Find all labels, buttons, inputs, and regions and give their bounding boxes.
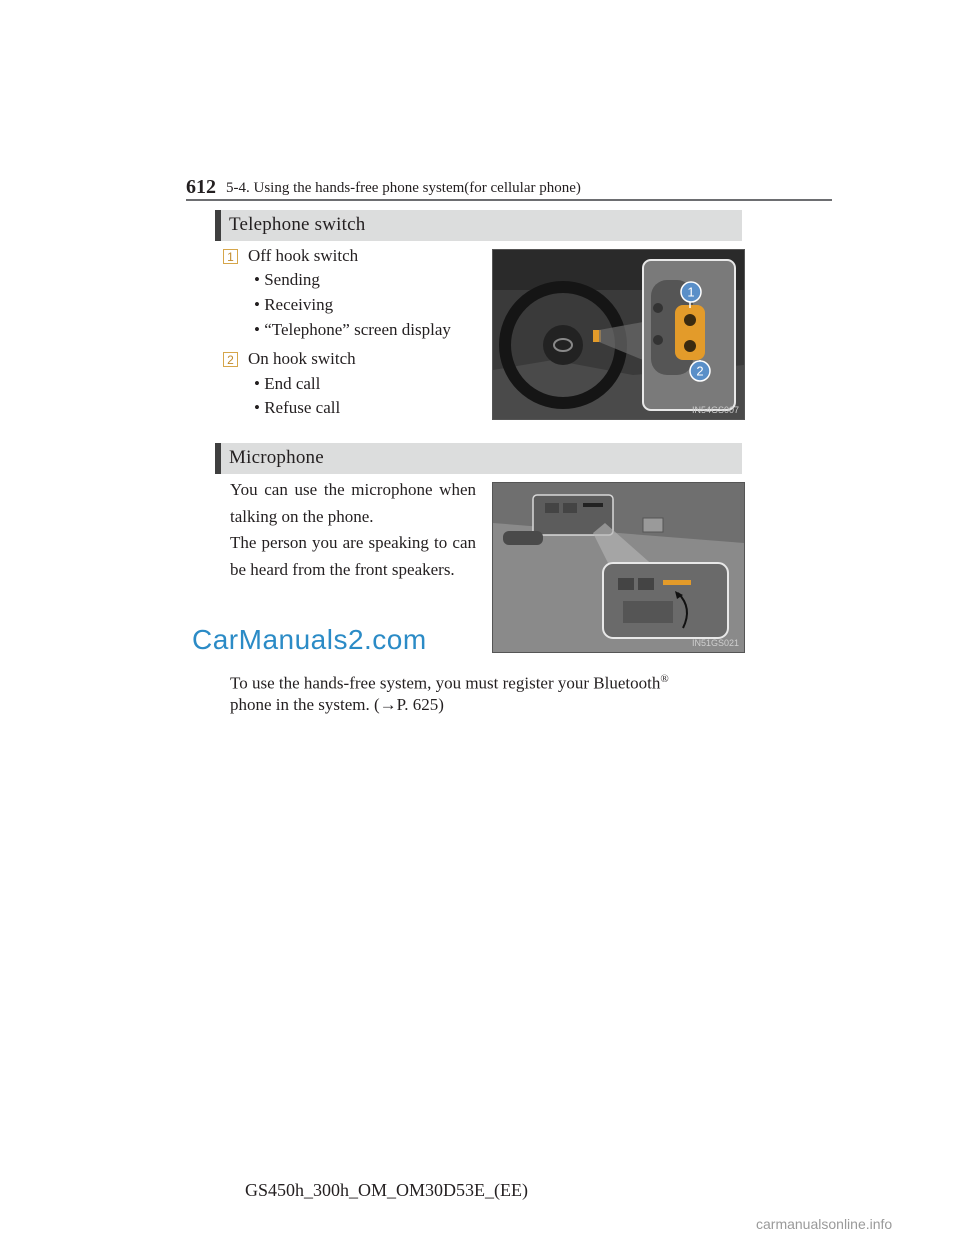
on-hook-switch-title: On hook switch (248, 349, 356, 368)
svg-text:2: 2 (696, 363, 704, 379)
microphone-paragraph-2: The person you are speaking to can be heard from the front speakers. (230, 533, 476, 579)
bullet-refuse-call: • Refuse call (254, 398, 341, 417)
bullet-receiving: • Receiving (254, 295, 334, 314)
bluetooth-registration-note-continued: phone in the system. (→P. 625) (230, 695, 444, 714)
section-header: 5-4. Using the hands-free phone system(for cellular phone) (226, 180, 581, 196)
item-2-badge: 2 (223, 352, 238, 367)
item-1-badge: 1 (223, 249, 238, 264)
registered-mark: ® (660, 673, 669, 685)
bluetooth-registration-note: To use the hands-free system, you must register your Bluetooth® (230, 673, 669, 693)
microphone-image-code: IN51GS021 (691, 638, 739, 648)
steering-image-code: IN54GS007 (691, 405, 739, 415)
bullet-end-call: • End call (254, 374, 321, 393)
svg-text:1: 1 (687, 284, 695, 300)
carmanuals2-watermark: CarManuals2.com (192, 624, 427, 655)
microphone-heading-bar (215, 443, 742, 474)
overhead-microphone-image (492, 482, 745, 653)
microphone-paragraph-1: You can use the microphone when talking on the phone. (230, 480, 476, 526)
header-divider (186, 199, 832, 201)
microphone-heading: Microphone (229, 447, 324, 468)
off-hook-switch-title: Off hook switch (248, 246, 359, 265)
steering-wheel-switch-image (492, 249, 745, 420)
document-code: GS450h_300h_OM_OM30D53E_(EE) (245, 1180, 528, 1200)
bullet-telephone-screen: • “Telephone” screen display (254, 320, 451, 339)
telephone-switch-heading: Telephone switch (229, 214, 366, 235)
site-watermark: carmanualsonline.info (756, 1216, 893, 1232)
page-number: 612 (186, 176, 216, 198)
bullet-sending: • Sending (254, 270, 320, 289)
telephone-switch-heading-bar (215, 210, 742, 241)
